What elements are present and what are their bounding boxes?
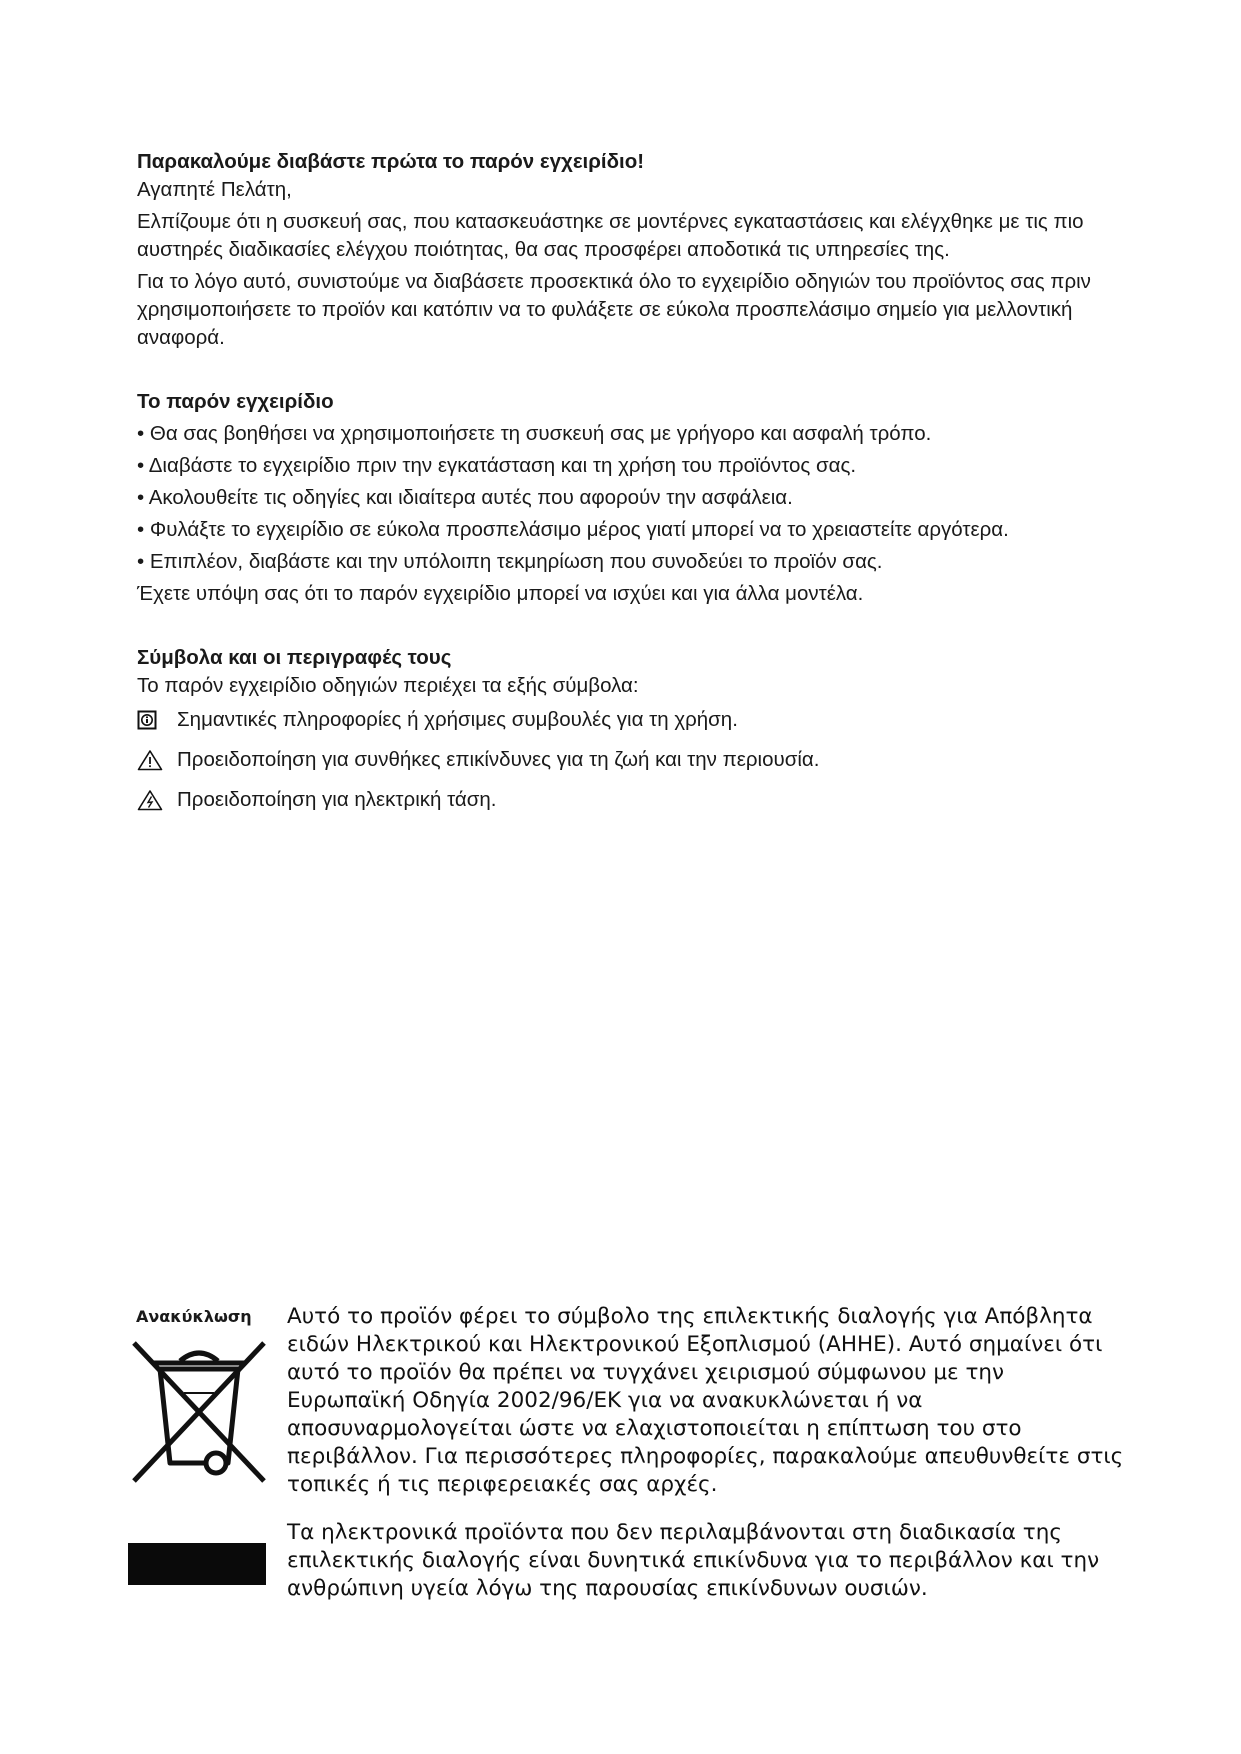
crossed-bin-icon: [128, 1339, 270, 1485]
bullet-item: • Ακολουθείτε τις οδηγίες και ιδιαίτερα αυτές που αφορούν την ασφάλεια.: [137, 486, 793, 509]
manual-section: [137, 388, 1117, 608]
intro-title: Παρακαλούμε διαβάστε πρώτα το παρόν εγχειρίδιο!: [137, 150, 645, 173]
bullet-item: • Θα σας βοηθήσει να χρησιμοποιήσετε τη συσκευή σας με γρήγορο και ασφαλή τρόπο.: [137, 422, 932, 445]
recycling-section: [128, 1303, 1128, 1603]
electric-warning-icon: [137, 789, 167, 811]
symbol-row-electric: [137, 786, 1117, 814]
bullet-item: • Διαβάστε το εγχειρίδιο πριν την εγκατάσταση και τη χρήση του προϊόντος σας.: [137, 454, 857, 477]
symbols-heading: Σύμβολα και οι περιγραφές τους: [137, 646, 452, 669]
bullet-item: • Επιπλέον, διαβάστε και την υπόλοιπη τεκμηρίωση που συνοδεύει το προϊόν σας.: [137, 550, 883, 573]
symbol-row-info: [137, 706, 1117, 734]
symbol-text: Σημαντικές πληροφορίες ή χρήσιμες συμβουλές για τη χρήση.: [177, 708, 738, 731]
intro-paragraph-2: Για το λόγο αυτό, συνιστούμε να διαβάσετε προσεκτικά όλο το εγχειρίδιο οδηγιών του προϊόντος σας πριν χρησιμοποιήσετε το προϊόν και κατόπιν να το φυλάξετε σε εύκολα προσπελάσιμο σημείο για μελλοντική αναφορά.: [137, 270, 1091, 349]
bullet-item: • Φυλάξτε το εγχειρίδιο σε εύκολα προσπελάσιμο μέρος γιατί μπορεί να το χρειαστείτε αργότερα.: [137, 518, 1009, 541]
recycling-label: Ανακύκλωση: [136, 1307, 252, 1326]
greeting: Αγαπητέ Πελάτη,: [137, 178, 292, 201]
symbols-section: [137, 644, 1117, 814]
symbols-intro: Το παρόν εγχειρίδιο οδηγιών περιέχει τα εξής σύμβολα:: [137, 674, 639, 697]
warning-icon: [137, 749, 167, 771]
symbol-row-warning: [137, 746, 1117, 774]
recycling-paragraph-1: Αυτό το προϊόν φέρει το σύμβολο της επιλεκτικής διαλογής για Απόβλητα ειδών Ηλεκτρικού και Ηλεκτρονικού Εξοπλισμού (ΑΗΗΕ). Αυτό σημαίνει ότι αυτό το προϊόν θα πρέπει να τυγχάνει χειρισμού σύμφωνου με την Ευρωπαϊκή Οδηγία 2002/96/ΕΚ για να ανακυκλώνεται ή να αποσυναρμολογείται ώστε να ελαχιστοποιείται η επίπτωση του στο περιβάλλον. Για περισσότερες πληροφορίες, παρακαλούμε απευθυνθείτε στις τοπικές ή τις περιφερειακές σας αρχές.: [287, 1304, 1124, 1497]
separate-collection-bar: [128, 1543, 266, 1585]
symbol-text: Προειδοποίηση για ηλεκτρική τάση.: [177, 788, 497, 811]
recycling-paragraph-2: Τα ηλεκτρονικά προϊόντα που δεν περιλαμβάνονται στη διαδικασία της επιλεκτικής διαλογής είναι δυνητικά επικίνδυνα για το περιβάλλον και την ανθρώπινη υγεία λόγω της παρουσίας επικίνδυνων ουσιών.: [287, 1520, 1100, 1601]
recycling-text: [287, 1303, 1127, 1603]
manual-note: Έχετε υπόψη σας ότι το παρόν εγχειρίδιο μπορεί να ισχύει και για άλλα μοντέλα.: [137, 582, 864, 605]
intro-paragraph-1: Ελπίζουμε ότι η συσκευή σας, που κατασκευάστηκε σε μοντέρνες εγκαταστάσεις και ελέγχθηκε με τις πιο αυστηρές διαδικασίες ελέγχου ποιότητας, θα σας προσφέρει αποδοτικά τις υπηρεσίες της.: [137, 210, 1084, 261]
manual-heading: Το παρόν εγχειρίδιο: [137, 390, 334, 413]
info-icon: [137, 710, 167, 730]
symbol-text: Προειδοποίηση για συνθήκες επικίνδυνες για τη ζωή και την περιουσία.: [177, 748, 820, 771]
manual-page: [137, 148, 1117, 814]
